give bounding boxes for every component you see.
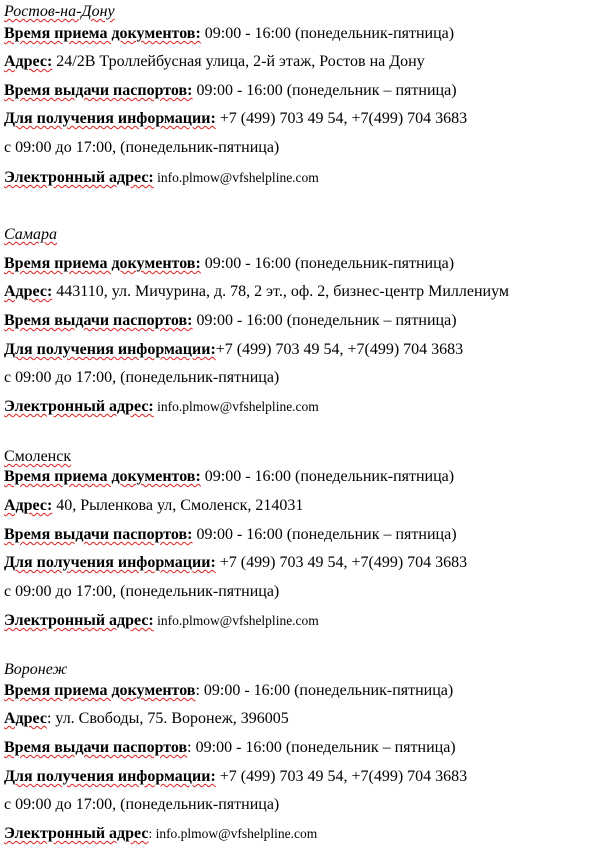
address-label: Адрес: — [4, 53, 53, 70]
email-row — [4, 397, 319, 417]
email-value[interactable]: : info.plmow@vfshelpline.com — [148, 826, 318, 841]
email-label: Электронный адрес — [4, 825, 149, 842]
email-label: Электронный адрес: — [4, 612, 154, 629]
passport-hours-value: 09:00 - 16:00 (понедельник – пятница) — [192, 526, 457, 543]
city-heading: Ростов-на-Дону — [4, 3, 115, 20]
email-value[interactable]: info.plmow@vfshelpline.com — [153, 399, 319, 414]
address-value: 40, Рыленкова ул, Смоленск, 214031 — [52, 497, 304, 514]
passport-hours-label: Время выдачи паспортов: — [4, 82, 193, 99]
info-phone-value: +7 (499) 703 49 54, +7(499) 704 3683 — [215, 110, 468, 127]
passport-hours-value: 09:00 - 16:00 (понедельник – пятница) — [192, 312, 457, 329]
doc-hours-row — [4, 681, 453, 701]
doc-hours-row — [4, 254, 454, 274]
email-value[interactable]: info.plmow@vfshelpline.com — [153, 170, 319, 185]
info-phone-value: +7 (499) 703 49 54, +7(499) 704 3683 — [215, 768, 468, 785]
info-phone-value: +7 (499) 703 49 54, +7(499) 704 3683 — [215, 341, 464, 358]
city-heading: Самара — [4, 226, 57, 243]
email-value[interactable]: info.plmow@vfshelpline.com — [153, 613, 319, 628]
address-value: : ул. Свободы, 75. Воронеж, 396005 — [46, 710, 289, 727]
doc-hours-value: 09:00 - 16:00 (понедельник-пятница) — [200, 468, 455, 485]
doc-hours-label: Время приема документов: — [4, 25, 201, 42]
city-heading: Воронеж — [4, 661, 68, 678]
doc-hours-value: 09:00 - 16:00 (понедельник-пятница) — [200, 25, 455, 42]
email-row — [4, 611, 319, 631]
address-row — [4, 496, 303, 516]
info-phone-value: +7 (499) 703 49 54, +7(499) 704 3683 — [215, 554, 468, 571]
passport-hours-row — [4, 738, 456, 758]
info-hours-row: с 09:00 до 17:00, (понедельник-пятница) — [4, 583, 280, 600]
address-row — [4, 282, 509, 302]
info-phone-row — [4, 109, 467, 129]
doc-hours-label: Время приема документов: — [4, 468, 201, 485]
passport-hours-value: : 09:00 - 16:00 (понедельник – пятница) — [187, 739, 456, 756]
passport-hours-row — [4, 311, 457, 331]
email-label: Электронный адрес: — [4, 398, 154, 415]
info-phone-label: Для получения информации: — [4, 110, 216, 127]
address-row — [4, 52, 425, 72]
info-hours-row: с 09:00 до 17:00, (понедельник-пятница) — [4, 369, 280, 386]
passport-hours-label: Время выдачи паспортов — [4, 739, 188, 756]
info-phone-label: Для получения информации: — [4, 554, 216, 571]
info-phone-label: Для получения информации: — [4, 341, 216, 358]
passport-hours-row — [4, 525, 457, 545]
address-value: 443110, ул. Мичурина, д. 78, 2 эт., оф. 2, бизнес-центр Миллениум — [52, 283, 510, 300]
address-label: Адрес — [4, 710, 47, 727]
address-label: Адрес: — [4, 283, 53, 300]
info-phone-row — [4, 767, 467, 787]
info-phone-row — [4, 553, 467, 573]
address-label: Адрес: — [4, 497, 53, 514]
info-phone-row — [4, 340, 463, 360]
passport-hours-value: 09:00 - 16:00 (понедельник – пятница) — [192, 82, 457, 99]
doc-hours-label: Время приема документов — [4, 682, 196, 699]
email-label: Электронный адрес: — [4, 169, 154, 186]
doc-hours-value: 09:00 - 16:00 (понедельник-пятница) — [200, 255, 455, 272]
passport-hours-row — [4, 81, 457, 101]
passport-hours-label: Время выдачи паспортов: — [4, 526, 193, 543]
info-phone-label: Для получения информации: — [4, 768, 216, 785]
email-row — [4, 824, 317, 844]
doc-hours-label: Время приема документов: — [4, 255, 201, 272]
passport-hours-label: Время выдачи паспортов: — [4, 312, 193, 329]
doc-hours-row — [4, 24, 454, 44]
doc-hours-value: : 09:00 - 16:00 (понедельник-пятница) — [195, 682, 454, 699]
address-value: 24/2В Троллейбусная улица, 2-й этаж, Ростов на Дону — [52, 53, 425, 70]
city-heading: Смоленск — [4, 448, 72, 465]
info-hours-row: с 09:00 до 17:00, (понедельник-пятница) — [4, 796, 280, 813]
doc-hours-row — [4, 467, 454, 487]
info-hours-row: с 09:00 до 17:00, (понедельник-пятница) — [4, 139, 280, 156]
email-row — [4, 168, 319, 188]
address-row — [4, 709, 289, 729]
